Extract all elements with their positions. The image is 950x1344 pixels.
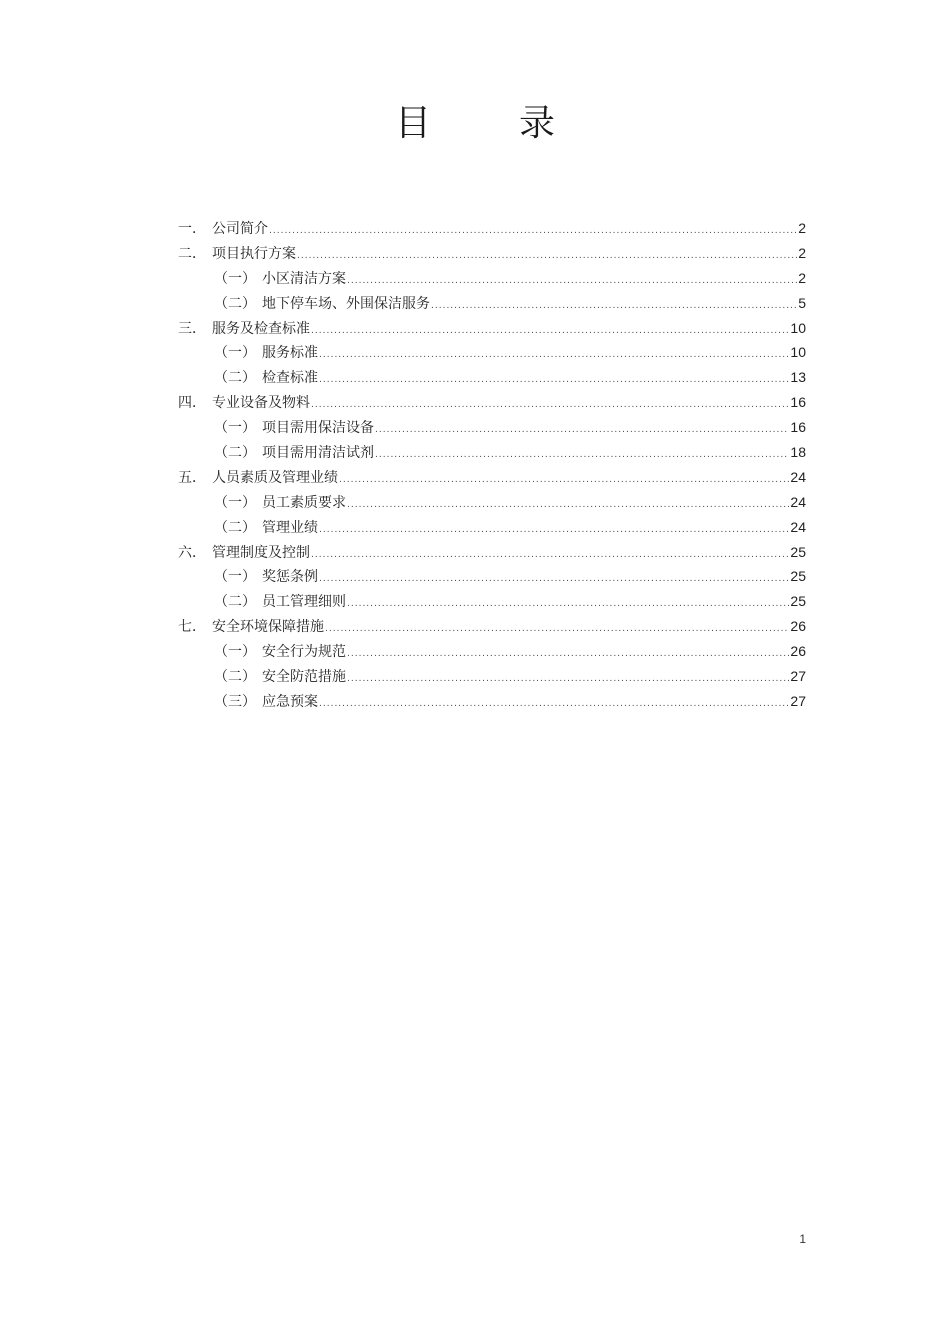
toc-entry-label: 项目执行方案 [212, 245, 296, 262]
toc-entry-number: 二． [178, 245, 206, 262]
toc-entry-label: 安全环境保障措施 [212, 619, 324, 636]
toc-entry[interactable] [178, 216, 806, 241]
toc-entry-label: 专业设备及物料 [212, 395, 310, 412]
toc-entry-number: （二） [214, 295, 256, 312]
toc-entry-label: 员工素质要求 [262, 494, 346, 511]
toc-dot-leader [325, 617, 789, 642]
toc-entry-number: 七． [178, 619, 206, 636]
toc-entry-number: （一） [214, 569, 256, 586]
toc-entry-label: 员工管理细则 [262, 594, 346, 611]
toc-entry-number: （一） [214, 494, 256, 511]
toc-dot-leader [319, 518, 789, 543]
toc-entry-page: 16 [790, 419, 806, 436]
toc-entry[interactable] [178, 390, 806, 415]
toc-entry-page: 26 [790, 643, 806, 660]
toc-entry-label: 管理制度及控制 [212, 544, 310, 561]
toc-entry-number: （二） [214, 519, 256, 536]
toc-entry-page: 10 [790, 319, 806, 336]
toc-entry[interactable] [178, 316, 806, 341]
toc-dot-leader [339, 468, 789, 493]
toc-dot-leader [375, 443, 789, 468]
toc-dot-leader [347, 269, 797, 294]
toc-entry-number: 一． [178, 221, 206, 237]
toc-entry-label: 人员素质及管理业绩 [212, 469, 338, 486]
toc-entry[interactable] [178, 540, 806, 565]
toc-subentry[interactable] [178, 689, 806, 714]
toc-entry-label: 安全防范措施 [262, 669, 346, 686]
toc-dot-leader [347, 592, 789, 617]
toc-subentry[interactable] [178, 365, 806, 390]
toc-entry-label: 地下停车场、外围保洁服务 [262, 295, 430, 312]
toc-entry-page: 26 [790, 618, 806, 635]
toc-entry-page: 2 [798, 220, 806, 236]
toc-entry-page: 27 [790, 668, 806, 685]
toc-entry-page: 5 [798, 294, 806, 311]
toc-dot-leader [319, 368, 789, 393]
toc-entry-number: （二） [214, 445, 256, 462]
toc-entry-label: 检查标准 [262, 370, 318, 387]
toc-subentry[interactable] [178, 564, 806, 589]
toc-entry-number: 五． [178, 469, 206, 486]
toc-entry-number: （一） [214, 420, 256, 437]
toc-entry-number: （二） [214, 370, 256, 387]
toc-entry-label: 公司简介 [212, 221, 268, 237]
toc-entry-label: 管理业绩 [262, 519, 318, 536]
page-title: 目 录 [394, 103, 581, 144]
toc-subentry[interactable] [178, 515, 806, 540]
toc-subentry[interactable] [178, 440, 806, 465]
toc-entry-label: 安全行为规范 [262, 644, 346, 661]
toc-entry-number: （二） [214, 669, 256, 686]
toc-entry-number: 六． [178, 544, 206, 561]
toc-entry-page: 24 [790, 468, 806, 485]
toc-subentry[interactable] [178, 664, 806, 689]
toc-entry[interactable] [178, 614, 806, 639]
toc-dot-leader [319, 343, 789, 368]
table-of-contents [178, 216, 806, 714]
toc-entry-number: （一） [214, 270, 256, 287]
toc-dot-leader [319, 692, 789, 717]
toc-entry-page: 27 [790, 692, 806, 709]
toc-entry-number: 三． [178, 320, 206, 337]
toc-entry-page: 16 [790, 394, 806, 411]
toc-subentry[interactable] [178, 340, 806, 365]
toc-dot-leader [375, 418, 789, 443]
toc-dot-leader [269, 219, 797, 244]
toc-entry[interactable] [178, 241, 806, 266]
toc-entry-label: 小区清洁方案 [262, 270, 346, 287]
toc-entry-page: 24 [790, 518, 806, 535]
toc-subentry[interactable] [178, 266, 806, 291]
toc-entry-number: （三） [214, 693, 256, 710]
toc-entry-number: 四． [178, 395, 206, 412]
toc-dot-leader [297, 244, 797, 269]
toc-entry-label: 服务标准 [262, 345, 318, 362]
toc-entry-number: （一） [214, 345, 256, 362]
toc-subentry[interactable] [178, 639, 806, 664]
toc-entry-number: （一） [214, 644, 256, 661]
toc-entry-label: 服务及检查标准 [212, 320, 310, 337]
toc-dot-leader [311, 319, 789, 344]
toc-dot-leader [311, 543, 789, 568]
toc-dot-leader [347, 642, 789, 667]
toc-entry-label: 应急预案 [262, 693, 318, 710]
toc-subentry[interactable] [178, 589, 806, 614]
toc-entry-page: 24 [790, 493, 806, 510]
toc-subentry[interactable] [178, 415, 806, 440]
toc-entry-page: 2 [798, 244, 806, 261]
toc-entry-page: 25 [790, 543, 806, 560]
toc-subentry[interactable] [178, 291, 806, 316]
toc-dot-leader [431, 294, 797, 319]
toc-entry-page: 25 [790, 568, 806, 585]
toc-entry-label: 项目需用保洁设备 [262, 420, 374, 437]
toc-entry-number: （二） [214, 594, 256, 611]
toc-entry-page: 18 [790, 444, 806, 461]
toc-dot-leader [311, 393, 789, 418]
toc-subentry[interactable] [178, 490, 806, 515]
toc-dot-leader [347, 667, 789, 692]
toc-entry-page: 2 [798, 269, 806, 286]
toc-dot-leader [319, 567, 789, 592]
toc-entry-label: 奖惩条例 [262, 569, 318, 586]
toc-entry[interactable] [178, 465, 806, 490]
toc-dot-leader [347, 493, 789, 518]
toc-entry-page: 10 [790, 344, 806, 361]
toc-entry-page: 13 [790, 369, 806, 386]
toc-entry-page: 25 [790, 593, 806, 610]
page-number: 1 [799, 1232, 806, 1246]
toc-entry-label: 项目需用清洁试剂 [262, 445, 374, 462]
